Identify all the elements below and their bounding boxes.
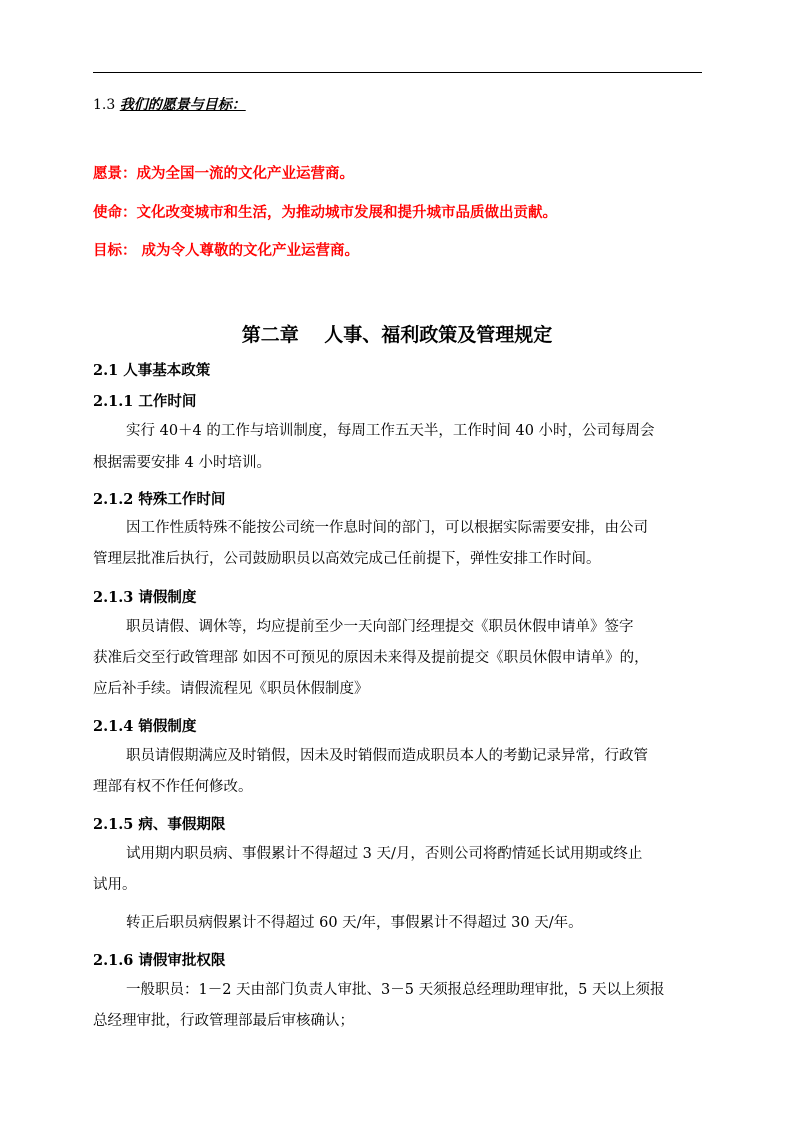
- section-2-1-5-heading: 2.1.5 病、事假期限: [93, 816, 226, 833]
- paragraph-line: 总经理审批，行政管理部最后审核确认；: [93, 1013, 354, 1029]
- header-rule: [93, 72, 702, 73]
- paragraph-line: 试用。: [93, 877, 137, 893]
- paragraph-line: 一般职员：1－2 天由部门负责人审批、3－5 天须报总经理助理审批，5 天以上须报: [126, 982, 665, 998]
- goal-text: 成为令人尊敬的文化产业运营商。: [136, 242, 360, 259]
- mission-label: 使命：: [93, 204, 137, 221]
- goal-line: [93, 239, 359, 260]
- mission-line: [93, 201, 557, 222]
- paragraph-line: 应后补手续。请假流程见《职员休假制度》: [93, 681, 369, 697]
- vision-line: [93, 162, 354, 183]
- paragraph-line: 转正后职员病假累计不得超过 60 天/年，事假累计不得超过 30 天/年。: [126, 915, 583, 931]
- section-2-1-2-heading: 2.1.2 特殊工作时间: [93, 491, 226, 508]
- paragraph-line: 试用期内职员病、事假累计不得超过 3 天/月，否则公司将酌情延长试用期或终止: [126, 846, 643, 862]
- section-2-1-heading: 2.1 人事基本政策: [93, 362, 211, 379]
- paragraph-line: 职员请假期满应及时销假，因未及时销假而造成职员本人的考勤记录异常，行政管: [126, 748, 648, 764]
- paragraph-line: 根据需要安排 4 小时培训。: [93, 455, 271, 471]
- section-1-3-heading: [93, 94, 246, 114]
- paragraph-line: 实行 40＋4 的工作与培训制度，每周工作五天半，工作时间 40 小时，公司每周会: [126, 423, 655, 439]
- paragraph-line: 因工作性质特殊不能按公司统一作息时间的部门，可以根据实际需要安排，由公司: [126, 520, 648, 536]
- mission-text: 文化改变城市和生活，为推动城市发展和提升城市品质做出贡献。: [136, 204, 557, 221]
- paragraph-line: 职员请假、调休等，均应提前至少一天向部门经理提交《职员休假申请单》签字: [126, 619, 634, 635]
- vision-label: 愿景：: [93, 165, 137, 182]
- paragraph-line: 获准后交至行政管理部 如因不可预见的原因未来得及提前提交《职员休假申请单》的，: [93, 650, 649, 666]
- paragraph-line: 理部有权不作任何修改。: [93, 779, 253, 795]
- chapter-title: 第二章 人事、福利政策及管理规定: [241, 324, 553, 346]
- section-2-1-6-heading: 2.1.6 请假审批权限: [93, 952, 226, 969]
- section-number: 1.3: [93, 97, 116, 113]
- section-2-1-1-heading: 2.1.1 工作时间: [93, 393, 197, 410]
- goal-label: 目标：: [93, 242, 137, 259]
- section-2-1-4-heading: 2.1.4 销假制度: [93, 718, 197, 735]
- section-title: 我们的愿景与目标：: [119, 97, 246, 113]
- paragraph-line: 管理层批准后执行，公司鼓励职员以高效完成己任前提下，弹性安排工作时间。: [93, 551, 601, 567]
- section-2-1-3-heading: 2.1.3 请假制度: [93, 589, 197, 606]
- vision-text: 成为全国一流的文化产业运营商。: [136, 165, 354, 182]
